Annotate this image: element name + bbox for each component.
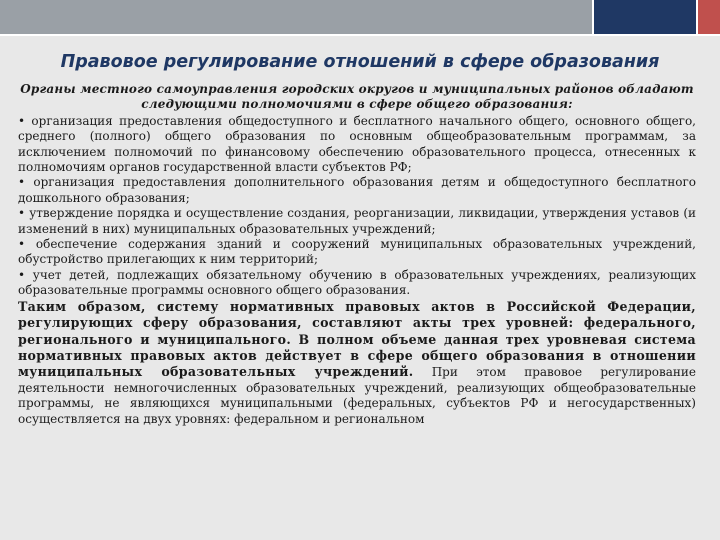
top-bar-separator [592,0,594,34]
list-item: • обеспечение содержания зданий и сооружений муниципальных образовательных учреждений, обустройство прилегающих к ним территорий; [18,237,696,267]
top-bar-navy-segment [592,0,696,34]
top-bar-red-segment [696,0,720,34]
list-item: • организация предоставления общедоступного и бесплатного начального общего, основного общего, среднего (полного) общего образования по основным общеобразовательным программам, за исключением полномочий по финансовому обеспечению образовательного процесса, отнесенных к полномочиям органов государственной власти субъектов РФ; [18,113,696,175]
conclusion-bold-text: Таким образом, систему нормативных правовых актов в Российской Федерации, регулирующих сферу образования, составляют акты трех уровней: федерального, регионального и муниципального. В полном объеме данная трех уровневая система нормативных правовых актов действует в сфере общего образования в отношении муниципальных образовательных учреждений. [18,298,696,380]
top-decorative-bar [0,0,720,38]
list-item: • организация предоставления дополнительного образования детям и общедоступного бесплатного дошкольного образования; [18,175,696,205]
slide-title: Правовое регулирование отношений в сфере образования [60,52,660,72]
top-bar-separator [696,0,698,34]
list-item: • утверждение порядка и осуществление создания, реорганизации, ликвидации, утверждения уставов (и изменений в них) муниципальных образовательных учреждений; [18,206,696,236]
conclusion-regular-text: При этом правовое регулирование деятельности немногочисленных образовательных учреждений, реализующих общеобразовательные программы, не являющихся муниципальными (федеральных, субъектов РФ и негосударственных) осуществляется на двух уровнях: федеральном и региональном [18,365,696,426]
conclusion-paragraph [18,299,696,427]
list-item: • учет детей, подлежащих обязательному обучению в образовательных учреждениях, реализующих образовательные программы основного общего образования. [18,267,696,298]
top-bar-underline [0,34,720,36]
slide-body [18,82,696,427]
top-bar-grey-segment [0,0,592,34]
intro-paragraph: Органы местного самоуправления городских округов и муниципальных районов обладают следующими полномочиями в сфере общего образования: [20,82,694,112]
